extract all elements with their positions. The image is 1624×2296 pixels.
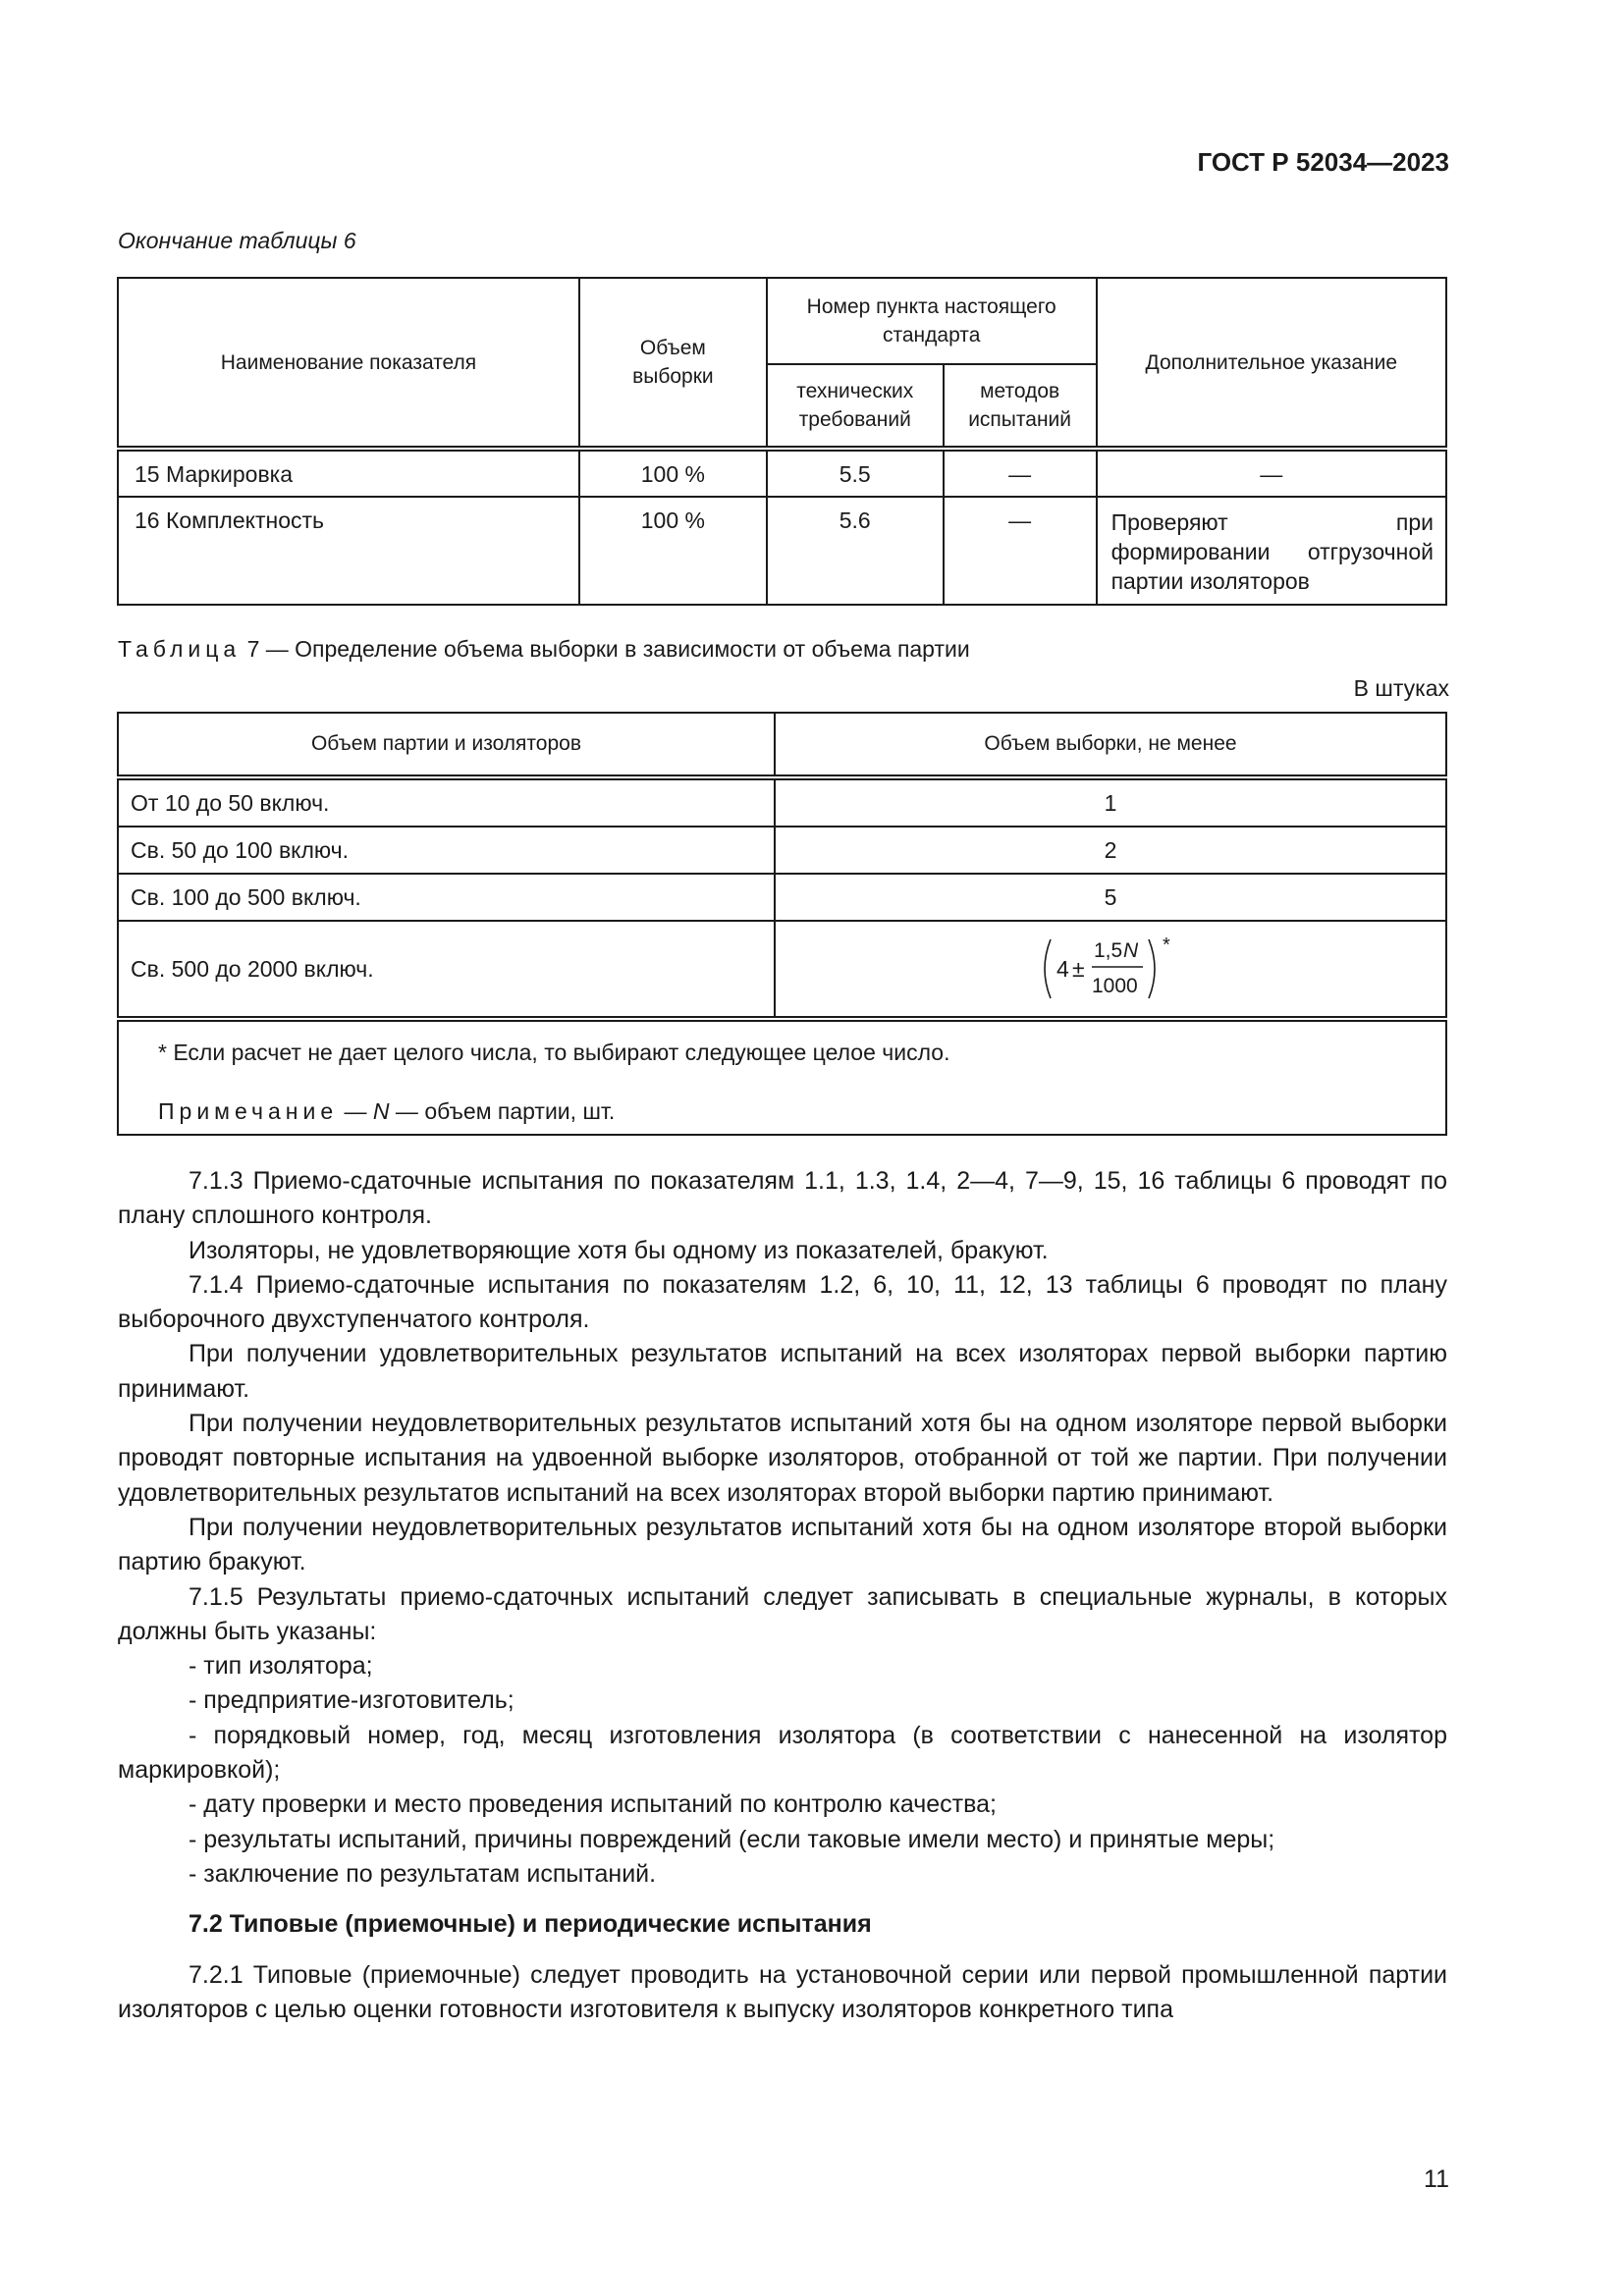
- paragraph-7-1-5: 7.1.5 Результаты приемо-сдаточных испытаний следует записывать в специальные журналы, в которых должны быть указаны:: [118, 1582, 1447, 1645]
- header-note: Дополнительное указание: [1097, 278, 1446, 449]
- formula-denominator: 1000: [1091, 975, 1138, 997]
- table7-caption: [118, 636, 970, 663]
- row-lot: Св. 100 до 500 включ.: [118, 874, 775, 921]
- table7-notes: [118, 1019, 1446, 1135]
- table-row: [118, 827, 1446, 874]
- row-sample: 1: [775, 777, 1446, 827]
- row-name: 16 Комплектность: [118, 497, 579, 605]
- body-text: [118, 1164, 1447, 2027]
- row-sample: 100 %: [579, 449, 767, 497]
- table6-caption: Окончание таблицы 6: [118, 228, 356, 253]
- paragraph: При получении удовлетворительных результатов испытаний на всех изоляторах первой выборки партию принимают.: [118, 1340, 1447, 1403]
- paragraph-7-2-1: 7.2.1 Типовые (приемочные) следует проводить на установочной серии или первой промышленной партии изоляторов с целью оценки готовности изготовителя к выпуску изоляторов конкретного типа: [118, 1960, 1447, 2023]
- note-label: Примечание: [158, 1098, 339, 1124]
- row-note: Проверяют при формировании отгрузочной партии изоляторов: [1097, 497, 1446, 605]
- header-methods: методов испытаний: [944, 364, 1097, 449]
- row-sample: 2: [775, 827, 1446, 874]
- header-name: Наименование показателя: [118, 278, 579, 449]
- sample-formula: [1037, 930, 1184, 1008]
- table7-title: 7 — Определение объема выборки в зависимости от объема партии: [241, 636, 970, 662]
- list-item: - результаты испытаний, причины повреждений (если таковые имели место) и принятые меры;: [189, 1825, 1275, 1853]
- row-tech: 5.6: [767, 497, 944, 605]
- row-methods: —: [944, 449, 1097, 497]
- note-text: — объем партии, шт.: [389, 1098, 616, 1124]
- table-row: [118, 921, 1446, 1019]
- table7-note: Примечание — N — объем партии, шт.: [158, 1098, 616, 1124]
- formula-footnote-mark: *: [1162, 934, 1170, 956]
- list-item: - предприятие-изготовитель;: [189, 1686, 514, 1715]
- formula-numerator: 1,5: [1093, 939, 1123, 962]
- row-lot: Св. 50 до 100 включ.: [118, 827, 775, 874]
- table7-label: Таблица: [118, 636, 242, 662]
- page-number: 11: [1424, 2165, 1449, 2193]
- row-methods: —: [944, 497, 1097, 605]
- paragraph: При получении неудовлетворительных результатов испытаний хотя бы на одном изоляторе первой выборки проводят повторные испытания на удвоенной выборке изоляторов, отобранной от той же партии. При получении удовлетворительных результатов испытаний на всех изоляторах второй выборки партию принимают.: [118, 1410, 1447, 1507]
- header-sample: Объем выборки, не менее: [775, 713, 1446, 777]
- paragraph-7-1-4: 7.1.4 Приемо-сдаточные испытания по показателям 1.2, 6, 10, 11, 12, 13 таблицы 6 проводят по плану выборочного двухступенчатого контроля.: [118, 1270, 1447, 1334]
- table-6: [117, 277, 1447, 606]
- header-tech: технических требований: [767, 364, 944, 449]
- row-tech: 5.5: [767, 449, 944, 497]
- paragraph: Изоляторы, не удовлетворяющие хотя бы одному из показателей, бракуют.: [189, 1236, 1049, 1264]
- document-id: ГОСТ Р 52034—2023: [1197, 147, 1449, 177]
- header-lot: Объем партии и изоляторов: [118, 713, 775, 777]
- row-lot: От 10 до 50 включ.: [118, 777, 775, 827]
- table7-footnote: * Если расчет не дает целого числа, то выбирают следующее целое число.: [158, 1040, 950, 1065]
- table-row: [118, 874, 1446, 921]
- table7-units: В штуках: [1353, 675, 1449, 701]
- list-item: - порядковый номер, год, месяц изготовления изолятора (в соответствии с нанесенной на изолятор маркировкой);: [118, 1721, 1447, 1785]
- formula-pm: ±: [1071, 956, 1085, 982]
- row-sample-formula: [775, 921, 1446, 1019]
- table-row: [118, 777, 1446, 827]
- list-item: - заключение по результатам испытаний.: [189, 1859, 657, 1888]
- formula-numerator-var: N: [1122, 939, 1139, 962]
- row-name: 15 Маркировка: [118, 449, 579, 497]
- table-row: [118, 497, 1446, 605]
- list-item: - тип изолятора;: [189, 1652, 373, 1681]
- table-row: [118, 449, 1446, 497]
- paragraph-7-1-3: 7.1.3 Приемо-сдаточные испытания по показателям 1.1, 1.3, 1.4, 2—4, 7—9, 15, 16 таблицы 6 проводят по плану сплошного контроля.: [118, 1167, 1447, 1230]
- table-7: [117, 712, 1447, 1136]
- header-clause-group: Номер пункта настоящего стандарта: [767, 278, 1097, 364]
- section-heading-7-2: 7.2 Типовые (приемочные) и периодические испытания: [189, 1910, 872, 1939]
- formula-base: 4: [1056, 956, 1069, 982]
- row-sample: 100 %: [579, 497, 767, 605]
- note-var: N: [372, 1098, 390, 1124]
- paragraph: При получении неудовлетворительных результатов испытаний хотя бы на одном изоляторе второй выборки партию бракуют.: [118, 1513, 1447, 1576]
- row-sample: 5: [775, 874, 1446, 921]
- row-note: —: [1097, 449, 1446, 497]
- header-sample: Объем выборки: [579, 278, 767, 449]
- list-item: - дату проверки и место проведения испытаний по контролю качества;: [189, 1790, 997, 1819]
- row-lot: Св. 500 до 2000 включ.: [118, 921, 775, 1019]
